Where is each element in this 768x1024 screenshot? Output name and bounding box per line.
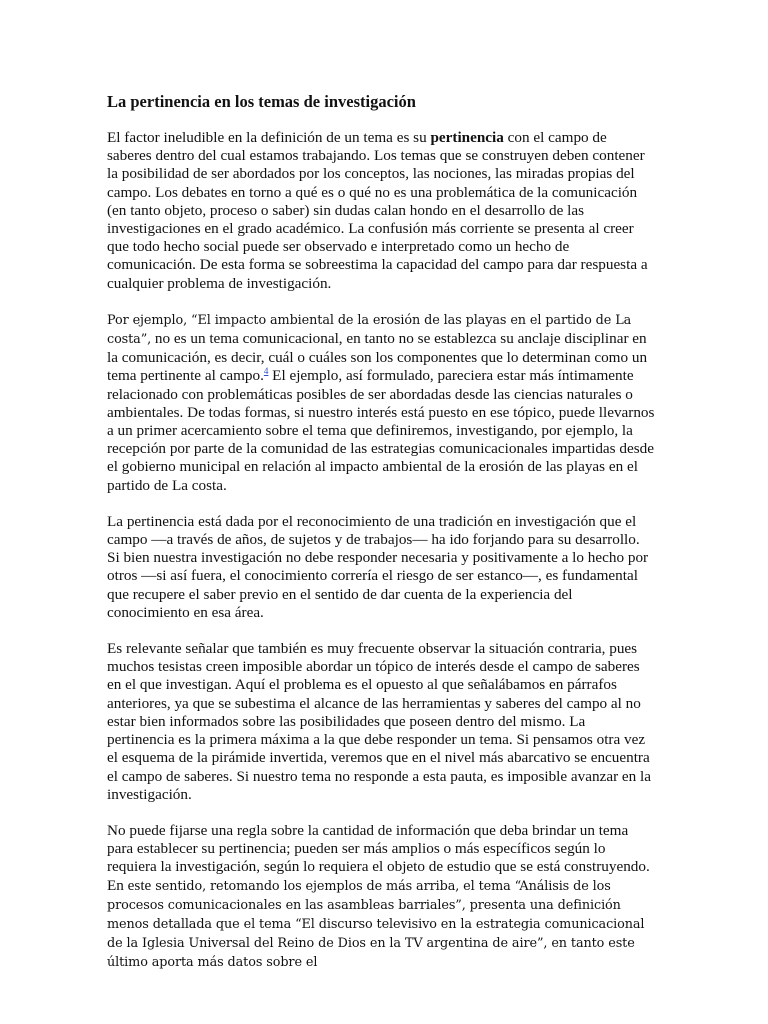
paragraph-2-example-quote: Por ejemplo, “El impacto ambiental de la erosión de las playas en el partido de La costa”, [107, 312, 632, 348]
footnote-link[interactable]: 4 [263, 366, 269, 377]
paragraph-2-text-c: El ejemplo, así formulado, pareciera estar más íntimamente relacionado con problemáticas posibles de ser abordadas desde las ciencias naturales o ambientales. De todas formas, si nuestro interés está puesto en ese tópico, puede llevarnos a un primer acercamiento sobre el tema que definiremos, investigando, por ejemplo, la recepción por parte de la comunidad de las estrategias comunicacionales impartidas desde el gobierno municipal en relación al impacto ambiental de la erosión de las playas en el partido de La costa. [107, 367, 655, 494]
paragraph-4: Es relevante señalar que también es muy frecuente observar la situación contraria, pues muchos tesistas creen imposible abordar un tópico de interés desde el campo de saberes en el que investigan. Aquí el problema es el opuesto al que señalábamos en párrafos anteriores, ya que se subestima el alcance de las herramientas y saberes del campo al no estar bien informados sobre las posibilidades que poseen dentro del mismo. La pertinencia es la primera máxima a la que debe responder un tema. Si pensamos otra vez el esquema de la pirámide invertida, veremos que en el nivel más abarcativo se encuentra el campo de saberes. Si nuestro tema no responde a esta pauta, es imposible avanzar en la investigación. [107, 640, 652, 803]
paragraph-5 [107, 822, 655, 973]
paragraph-2-text-b: no es un tema comunicacional, en tanto no se establezca su anclaje disciplinar en la comunicación, es decir, cuál o cuáles son los componentes que lo determinan como un tema pertinente al campo. [107, 330, 648, 385]
bold-term-pertinencia: pertinencia [430, 129, 504, 146]
paragraph-1-text-b: con el campo de saberes dentro del cual estamos trabajando. Los temas que se construyen deben contener la posibilidad de ser abordados por los conceptos, las nociones, las miradas propias del campo. Los debates en torno a qué es o qué no es una problemática de la comunicación (en tanto objeto, proceso o saber) sin dudas calan hondo en el desarrollo de las investigaciones en el grado académico. La confusión más corriente se presenta al creer que todo hecho social puede ser observado e interpretado como un hecho de comunicación. De esta forma se sobreestima la capacidad del campo para dar respuesta a cualquier problema de investigación. [107, 129, 648, 292]
document-page [107, 92, 655, 991]
paragraph-1-text-a: El factor ineludible en la definición de un tema es su [107, 129, 431, 146]
paragraph-3: La pertinencia está dada por el reconocimiento de una tradición en investigación que el campo —a través de años, de sujetos y de trabajos— ha ido forjando para su desarrollo. Si bien nuestra investigación no debe responder necesaria y positivamente a lo hecho por otros —si así fuera, el conocimiento correría el riesgo de ser estanco—, es fundamental que recupere el saber previo en el sentido de dar cuenta de la experiencia del conocimiento en esa área. [107, 512, 649, 621]
paragraph-5-text-a: No puede fijarse una regla sobre la cantidad de información que deba brindar un tema para establecer su pertinencia; pueden ser más amplios o más específicos según lo requiera la investigación, según lo requiera el objeto de estudio que se está construyendo. En este [107, 821, 650, 894]
paragraph-5-text-b: sentido, retomando los ejemplos de más arriba, el tema “Análisis de los procesos comunicacionales en las asambleas barriales”, presenta una definición menos detallada que el tema “El discurso televisivo en la estrategia comunicacional de la Iglesia Universal del Reino de Dios en la TV argentina de aire”, en tanto este último aporta más datos sobre el [107, 878, 645, 971]
paragraph-1 [107, 129, 655, 293]
paragraph-2 [107, 311, 655, 495]
page-title: La pertinencia en los temas de investigación [107, 92, 416, 111]
